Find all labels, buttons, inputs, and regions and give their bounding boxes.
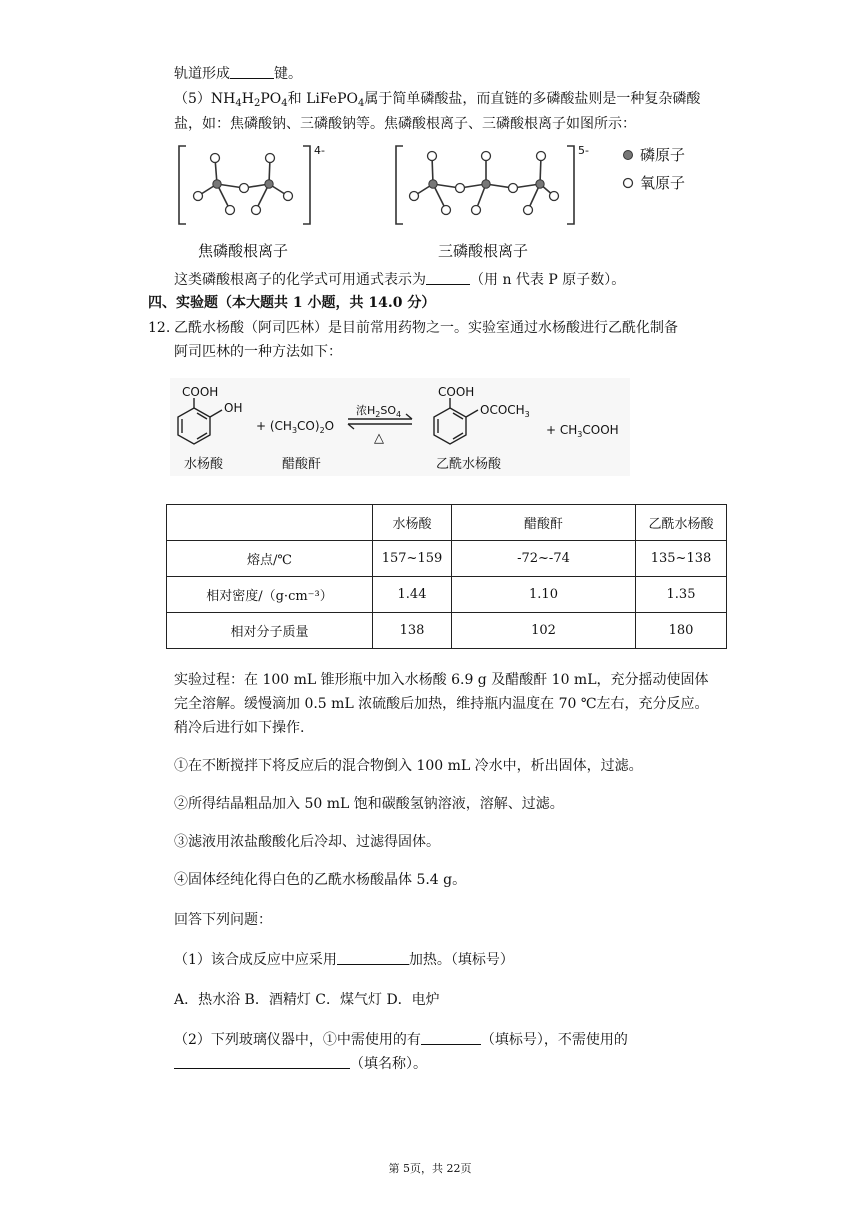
acetic-anhydride-label: 醋酸酐 bbox=[282, 457, 322, 472]
process-line-2 bbox=[174, 694, 709, 714]
table-row bbox=[167, 577, 727, 613]
acetic-acid-formula: + $CH_3COOH$ bbox=[546, 423, 619, 439]
text: ④固体经纯化得白色的乙酰水杨酸晶体 5.4 g。 bbox=[174, 872, 467, 888]
text: ②所得结晶粗品加入 50 mL 饱和碳酸氢钠溶液，溶解、过滤。 bbox=[174, 796, 564, 812]
text: 稍冷后进行如下操作. bbox=[174, 720, 305, 736]
text: （填标号），不需使用的 bbox=[480, 1032, 628, 1048]
question-12-intro-2 bbox=[174, 342, 342, 362]
process-line-3 bbox=[174, 718, 304, 738]
pyro-label: 焦磷酸根离子 bbox=[198, 242, 289, 260]
acetic-anhydride-formula: + $(CH_3CO)_2O$ bbox=[256, 419, 335, 435]
subscript: 4 bbox=[357, 98, 365, 109]
text: A．热水浴 B．酒精灯 C．煤气灯 D．电炉 bbox=[174, 992, 440, 1008]
text: 阿司匹林的一种方法如下： bbox=[174, 344, 342, 360]
question-5-line-2 bbox=[174, 114, 636, 134]
cooh-group-2: COOH bbox=[438, 385, 475, 399]
subquestion-2-line-2 bbox=[174, 1054, 427, 1074]
text: （用 n 代表 P 原子数）。 bbox=[470, 272, 626, 288]
text: 分） bbox=[402, 295, 436, 311]
subscript: 2 bbox=[253, 98, 261, 109]
text-line bbox=[174, 64, 302, 84]
text: 乙酰水杨酸（阿司匹林）是目前常用药物之一。实验室通过水杨酸进行乙酰化制备 bbox=[174, 320, 678, 336]
table-cell: 1.10 bbox=[452, 577, 636, 613]
process-line-1 bbox=[174, 670, 709, 690]
text: 盐，如：焦磷酸钠、三磷酸钠等。焦磷酸根离子、三磷酸根离子如图所示： bbox=[174, 116, 636, 132]
step-4 bbox=[174, 870, 466, 890]
table-cell: 157~159 bbox=[373, 541, 452, 577]
text: H bbox=[241, 91, 254, 107]
table-cell: -72~-74 bbox=[452, 541, 636, 577]
text: 加热。（填标号） bbox=[408, 952, 514, 968]
answer-blank bbox=[337, 950, 409, 965]
page-footer: 第 5页，共 22页 bbox=[388, 1162, 472, 1175]
options-line bbox=[174, 990, 440, 1010]
salicylic-acid-label: 水杨酸 bbox=[184, 457, 224, 472]
table-cell: 1.35 bbox=[636, 577, 727, 613]
reaction-condition: 浓$H_2SO_4$ bbox=[356, 404, 402, 419]
table-header: 水杨酸 bbox=[373, 505, 452, 541]
question-5-line-1 bbox=[174, 89, 700, 109]
subquestion-1 bbox=[174, 950, 514, 970]
count: 1 bbox=[292, 295, 303, 311]
text: 这类磷酸根离子的化学式可用通式表示为 bbox=[174, 272, 426, 288]
reaction-scheme bbox=[170, 378, 630, 476]
answer-blank bbox=[230, 64, 274, 79]
answer-blank bbox=[421, 1030, 481, 1045]
question-number bbox=[148, 318, 170, 338]
aspirin-label: 乙酰水杨酸 bbox=[436, 457, 502, 472]
text: 键。 bbox=[274, 66, 302, 82]
text: 实验过程：在 100 mL 锥形瓶中加入水杨酸 6.9 g 及醋酸酐 10 mL，充分摇动使固体 bbox=[174, 672, 709, 688]
step-3 bbox=[174, 832, 440, 852]
table-header: 醋酸酐 bbox=[452, 505, 636, 541]
text: 属于简单磷酸盐，而直链的多磷酸盐则是一种复杂磷酸 bbox=[364, 91, 701, 107]
question-5-formula-line bbox=[174, 270, 625, 290]
step-2 bbox=[174, 794, 564, 814]
table-header: 乙酰水杨酸 bbox=[636, 505, 727, 541]
section-heading bbox=[148, 293, 435, 313]
table-cell: 熔点/℃ bbox=[167, 541, 373, 577]
text: 完全溶解。缓慢滴加 0.5 mL 浓硫酸后加热，维持瓶内温度在 70 ℃左右，充分反应。 bbox=[174, 696, 709, 712]
text: （5）NH bbox=[174, 91, 236, 107]
table-cell: 1.44 bbox=[373, 577, 452, 613]
text: ①在不断搅拌下将反应后的混合物倒入 100 mL 冷水中，析出固体，过滤。 bbox=[174, 758, 643, 774]
step-1 bbox=[174, 756, 643, 776]
legend-oxygen: 氧原子 bbox=[640, 174, 686, 192]
acetoxy-group: $OCOCH_3$ bbox=[480, 403, 530, 419]
answer-blank bbox=[426, 270, 470, 285]
table-cell: 相对密度/（g·cm⁻³） bbox=[167, 577, 373, 613]
properties-table bbox=[166, 504, 727, 649]
legend-phosphorus: 磷原子 bbox=[640, 146, 686, 164]
table-header-row bbox=[167, 505, 727, 541]
tri-charge: 5- bbox=[578, 144, 589, 157]
text: 和 LiFePO bbox=[287, 91, 358, 107]
text: 四、实验题（本大题共 bbox=[148, 295, 293, 311]
subquestion-2 bbox=[174, 1030, 628, 1050]
text: （2）下列玻璃仪器中，①中需使用的有 bbox=[174, 1032, 421, 1048]
answer-intro bbox=[174, 910, 272, 930]
table-cell: 相对分子质量 bbox=[167, 613, 373, 649]
text: 12. bbox=[148, 320, 171, 336]
table-cell: 135~138 bbox=[636, 541, 727, 577]
phosphate-ions-figure bbox=[170, 138, 710, 266]
oh-group: OH bbox=[224, 401, 243, 415]
table-cell: 102 bbox=[452, 613, 636, 649]
cooh-group-1: COOH bbox=[182, 385, 219, 399]
table-cell: 138 bbox=[373, 613, 452, 649]
table-header bbox=[167, 505, 373, 541]
table-row bbox=[167, 613, 727, 649]
text: （填名称）。 bbox=[350, 1056, 427, 1072]
text: 轨道形成 bbox=[174, 66, 230, 82]
text: ③滤液用浓盐酸酸化后冷却、过滤得固体。 bbox=[174, 834, 440, 850]
text: PO bbox=[260, 91, 282, 107]
tri-label: 三磷酸根离子 bbox=[438, 242, 529, 260]
question-12-intro-1 bbox=[174, 318, 678, 338]
subscript: 4 bbox=[235, 98, 242, 109]
heat-symbol: △ bbox=[374, 431, 384, 446]
text: 回答下列问题： bbox=[174, 912, 272, 928]
score: 14.0 bbox=[368, 295, 403, 311]
answer-blank bbox=[174, 1054, 350, 1069]
subscript: 4 bbox=[281, 98, 288, 109]
pyro-charge: 4- bbox=[314, 144, 325, 157]
table-cell: 180 bbox=[636, 613, 727, 649]
text: （1）该合成反应中应采用 bbox=[174, 952, 337, 968]
text: 小题，共 bbox=[302, 295, 369, 311]
table-row bbox=[167, 541, 727, 577]
